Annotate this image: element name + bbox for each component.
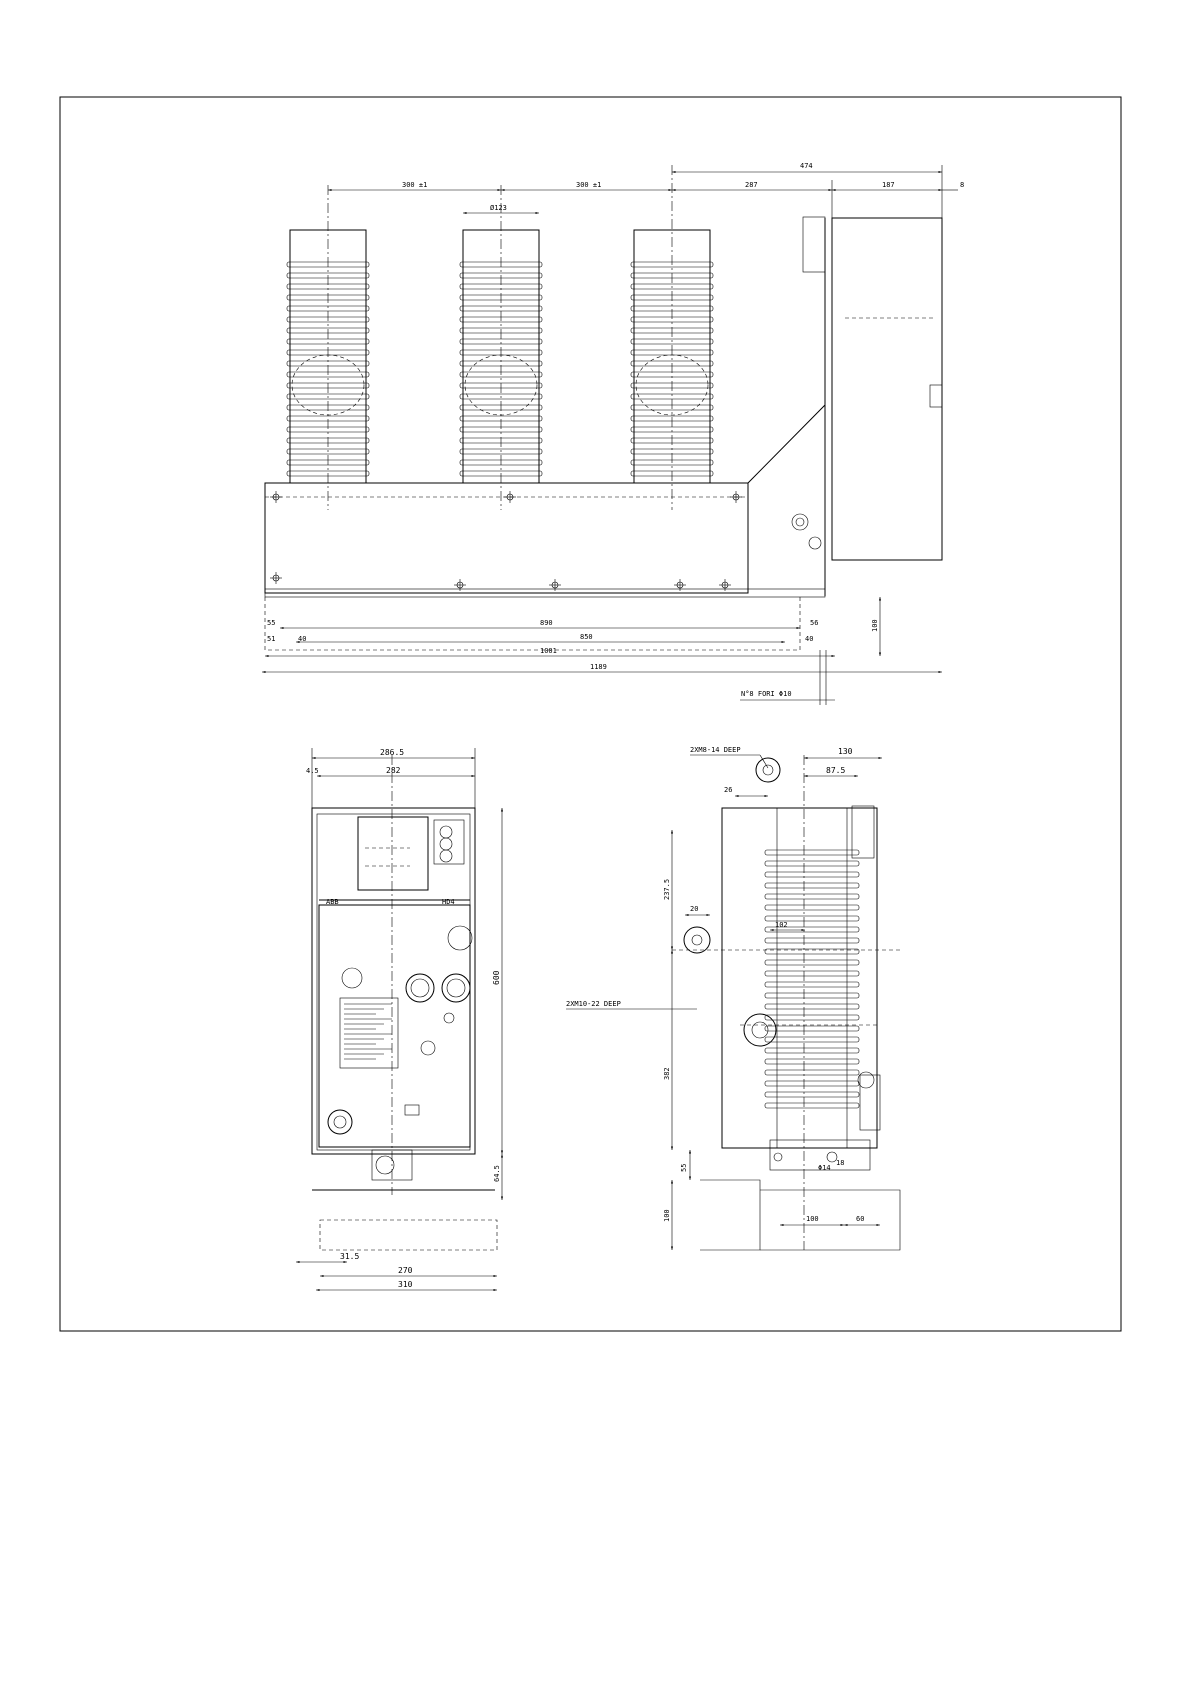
dim-1189: 1189 — [590, 663, 607, 671]
dim-pole-diameter: Ø123 — [490, 204, 507, 212]
left-display-window — [358, 817, 428, 890]
rating-plate — [340, 998, 398, 1068]
dim-55: 55 — [267, 619, 276, 627]
front-view — [262, 162, 964, 705]
dim-270: 270 — [398, 1266, 413, 1275]
dim-130: 130 — [838, 747, 853, 756]
dim-4-5: 4.5 — [306, 767, 319, 775]
dim-55-right: 55 — [680, 1163, 688, 1172]
model-label: HD4 — [442, 898, 455, 906]
front-control-box — [832, 218, 942, 560]
dim-474: 474 — [800, 162, 813, 170]
dim-287: 287 — [745, 181, 758, 189]
dim-890: 890 — [540, 619, 553, 627]
front-base-body — [265, 483, 748, 593]
dim-20: 20 — [690, 905, 699, 913]
dim-phi14: Φ14 — [818, 1164, 831, 1172]
note-m8: 2XM8-14 DEEP — [690, 746, 741, 754]
dim-1001: 1001 — [540, 647, 557, 655]
dim-102: 102 — [775, 921, 788, 929]
dim-pitch-left: 300 ±1 — [402, 181, 428, 189]
dim-187: 187 — [882, 181, 895, 189]
dim-26: 26 — [724, 786, 733, 794]
dim-64-5: 64.5 — [493, 1165, 501, 1182]
dim-pitch-right: 300 ±1 — [576, 181, 602, 189]
dim-31-5: 31.5 — [340, 1252, 360, 1261]
dim-282: 282 — [386, 766, 401, 775]
holes-note: N°8 FORI Φ10 — [741, 690, 792, 698]
dim-87-5: 87.5 — [826, 766, 846, 775]
dim-60: 60 — [856, 1215, 865, 1223]
dim-100: 100 — [871, 619, 879, 632]
dim-237-5: 237.5 — [663, 878, 671, 900]
left-side-view — [296, 748, 502, 1290]
note-m10: 2XM10-22 DEEP — [566, 1000, 621, 1008]
dim-56: 56 — [810, 619, 819, 627]
dim-600: 600 — [492, 970, 501, 985]
dim-18: 18 — [836, 1159, 845, 1167]
dim-40-right: 40 — [805, 635, 814, 643]
right-side-view — [566, 746, 900, 1250]
dim-310: 310 — [398, 1280, 413, 1289]
dim-100-horizontal: 100 — [806, 1215, 819, 1223]
dim-286-5: 286.5 — [380, 748, 405, 757]
dim-51: 51 — [267, 635, 276, 643]
dim-8: 8 — [960, 181, 965, 189]
dim-100-vertical: 100 — [663, 1209, 671, 1222]
dim-382: 382 — [663, 1067, 671, 1080]
drawing-frame — [60, 97, 1121, 1331]
dim-850: 850 — [580, 633, 593, 641]
dim-40-left: 40 — [298, 635, 307, 643]
pole-right — [634, 230, 710, 483]
brand-label: ABB — [326, 898, 339, 906]
